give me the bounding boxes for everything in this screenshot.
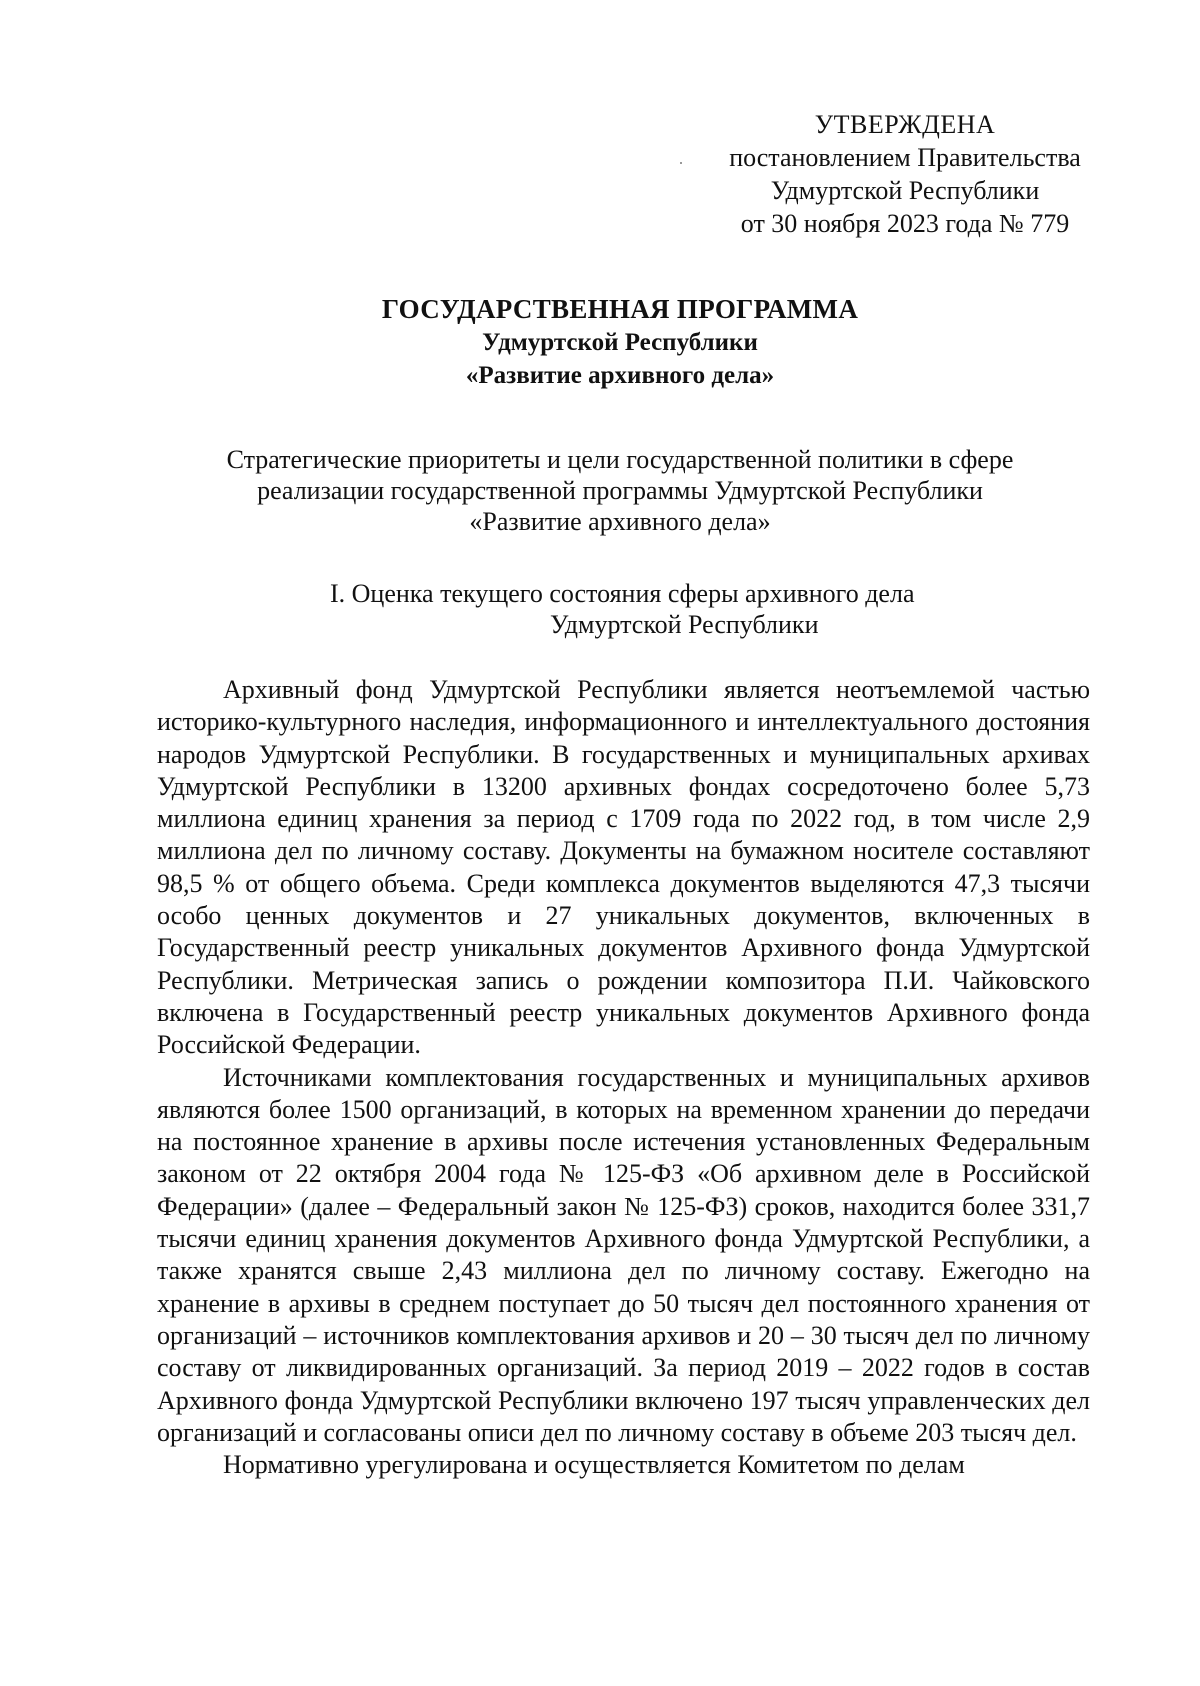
strategic-heading [150, 444, 1090, 537]
paragraph: Нормативно урегулирована и осуществляется Комитетом по делам [223, 1450, 965, 1480]
strategic-heading-line: «Развитие архивного дела» [469, 507, 771, 536]
program-title-line: ГОСУДАРСТВЕННАЯ ПРОГРАММА [381, 294, 859, 324]
strategic-heading-line: реализации государственной программы Удмуртской Республики [257, 476, 983, 505]
section-heading-line: Удмуртской Республики [550, 610, 819, 639]
approval-line: Удмуртской Республики [770, 176, 1040, 205]
program-title-line: «Развитие архивного дела» [465, 362, 775, 389]
paragraph: Источниками комплектования государственных и муниципальных архивов являются более 1500 организаций, в которых на временном хранении до передачи на постоянное хранение в архивы после истечения установленных Федеральным законом от 22 октября 2004 года № 125-ФЗ «Об архивном деле в Российской Федерации» (далее – Федеральный закон № 125-ФЗ) сроков, находится более 331,7 тысячи единиц хранения документов Архивного фонда Удмуртской Республики, а также хранятся свыше 2,43 миллиона дел по личному составу. Ежегодно на хранение в архивы в среднем поступает до 50 тысяч дел постоянного хранения от организаций – источников комплектования архивов и 20 – 30 тысяч дел по личному составу от ликвидированных организаций. За период 2019 – 2022 годов в состав Архивного фонда Удмуртской Республики включено 197 тысяч управленческих дел организаций и согласованы описи дел по личному составу в объеме 203 тысяч дел. [157, 1062, 1090, 1447]
approval-heading: УТВЕРЖДЕНА [814, 110, 996, 139]
program-title-line: Удмуртской Республики [482, 329, 758, 356]
approval-block [690, 108, 1120, 240]
strategic-heading-line: Стратегические приоритеты и цели государственной политики в сфере [226, 445, 1014, 474]
program-title [150, 292, 1090, 392]
scan-speck [680, 162, 682, 164]
approval-line: постановлением Правительства [729, 143, 1081, 172]
section-heading-line: I. Оценка текущего состояния сферы архивного дела [330, 579, 915, 608]
paragraph: Архивный фонд Удмуртской Республики является неотъемлемой частью историко-культурного наследия, информационного и интеллектуального достояния народов Удмуртской Республики. В государственных и муниципальных архивах Удмуртской Республики в 13200 архивных фондах сосредоточено более 5,73 миллиона единиц хранения за период с 1709 года по 2022 год, в том числе 2,9 миллиона дел по личному составу. Документы на бумажном носителе составляют 98,5 % от общего объема. Среди комплекса документов выделяются 47,3 тысячи особо ценных документов и 27 уникальных документов, включенных в Государственный реестр уникальных документов Архивного фонда Удмуртской Республики. Метрическая запись о рождении композитора П.И. Чайковского включена в Государственный реестр уникальных документов Архивного фонда Российской Федерации. [157, 675, 1090, 1060]
approval-date-line: от 30 ноября 2023 года № 779 [740, 209, 1070, 238]
body-text [157, 674, 1090, 1481]
section-heading [150, 578, 1090, 640]
